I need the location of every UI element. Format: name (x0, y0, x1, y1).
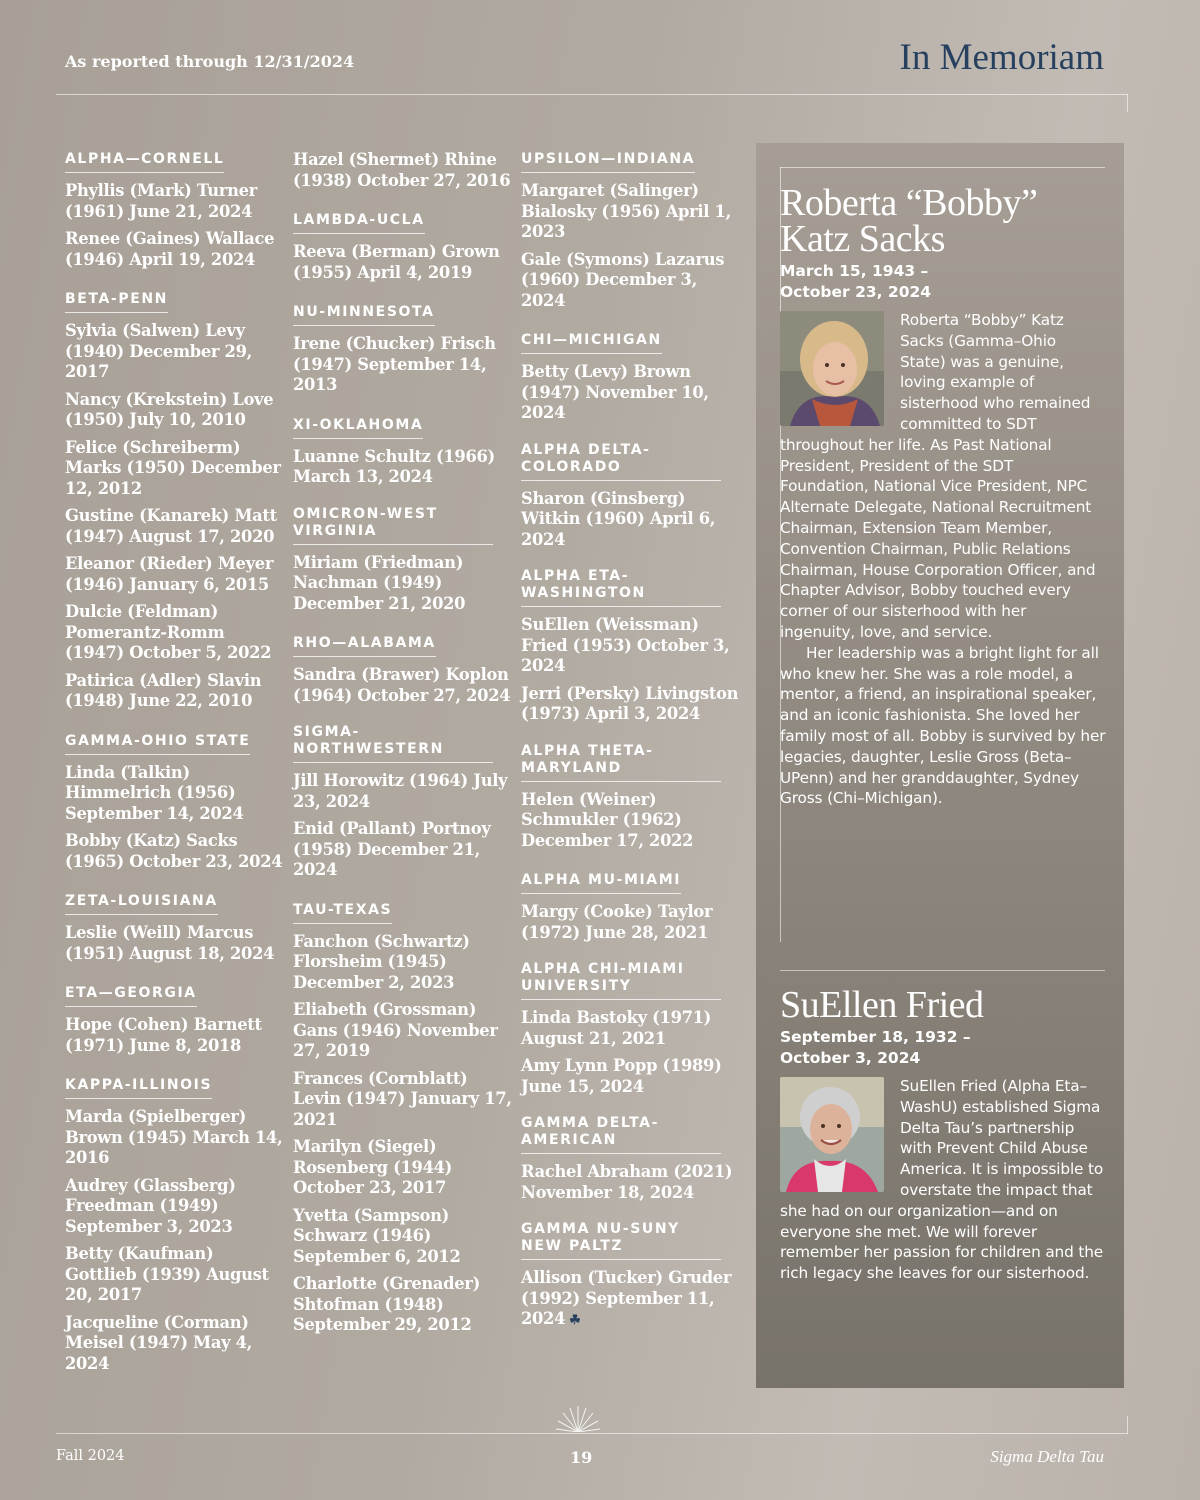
header-rule (56, 94, 1128, 95)
profile-name: SuEllen Fried (780, 984, 984, 1026)
memorial-entry-text: Marilyn (Siegel) Rosenberg (1944) October 23, 2017 (293, 1137, 453, 1197)
memorial-entry (521, 362, 741, 424)
chapter-heading: ZETA-LOUISIANA (65, 893, 218, 915)
memorial-entry-text: Gale (Symons) Lazarus (1960) December 3, 2024 (521, 249, 725, 310)
memorial-entry (521, 615, 741, 677)
chapter-section (521, 869, 741, 943)
chapter-section (65, 982, 285, 1056)
chapter-heading: ALPHA ETA-WASHINGTON (521, 568, 721, 607)
chapter-heading: SIGMA-NORTHWESTERN (293, 724, 493, 763)
memorial-entry-text: Enid (Pallant) Portnoy (1958) December 21, 2024 (293, 819, 491, 879)
memorial-entry-text: Linda (Talkin) Himmelrich (1956) September 14, 2024 (65, 762, 244, 823)
memorial-entry (293, 334, 513, 396)
memorial-entry (293, 1137, 513, 1199)
memorial-entry (65, 831, 285, 872)
chapter-heading: OMICRON-WEST VIRGINIA (293, 506, 493, 545)
memorial-entry-text: Irene (Chucker) Frisch (1947) September 14, 2013 (293, 334, 496, 394)
memorial-entry (65, 390, 285, 431)
memorial-entry-text: Luanne Schultz (1966) March 13, 2024 (293, 446, 495, 486)
memorial-entry-text: Yvetta (Sampson) Schwarz (1946) September 6, 2012 (293, 1205, 461, 1266)
profile-rule (780, 970, 1105, 971)
memorial-entry-text: SuEllen (Weissman) Fried (1953) October 3, 2024 (521, 615, 730, 675)
memorial-entry (293, 1069, 513, 1131)
memorial-entry (521, 1056, 741, 1097)
memorial-entry-text: Rachel Abraham (2021) November 18, 2024 (521, 1162, 733, 1202)
profile-bio-paragraph: Her leadership was a bright light for all who knew her. She was a role model, a mentor, a friend, an inspirational speaker, and an iconic fashionista. She loved her family most of all. Bobby is survived by her legacies, daughter, Leslie Gross (Beta–UPenn) and her granddaughter, Sydney Gross (Chi–Michigan). (780, 643, 1106, 808)
chapter-heading: ALPHA CHI-MIAMI UNIVERSITY (521, 961, 721, 1000)
memorial-entry-text: Fanchon (Schwartz) Florsheim (1945) December 2, 2023 (293, 931, 470, 992)
chapter-heading: BETA-PENN (65, 291, 168, 313)
chapter-heading: RHO—ALABAMA (293, 635, 436, 657)
chapter-heading: LAMBDA-UCLA (293, 212, 425, 234)
memorial-entry-text: Allison (Tucker) Gruder (1992) September 11, 2024 (521, 1268, 732, 1328)
memorial-entry (293, 150, 513, 191)
memorial-entry (521, 1268, 741, 1332)
memorial-entry-text: Sharon (Ginsberg) Witkin (1960) April 6, 2024 (521, 488, 716, 549)
chapter-section (521, 961, 741, 1097)
memorial-entry (521, 250, 741, 312)
memorial-entry (293, 665, 513, 706)
profile-bio-paragraph: SuEllen Fried (Alpha Eta–WashU) established Sigma Delta Tau’s partnership with Prevent Child Abuse America. It is impossible to overstate the impact that she had on our organization—and on everyone she met. We will forever remember her passion for children and the rich legacy she leaves for our sisterhood. (780, 1077, 1104, 1283)
chapter-heading: GAMMA NU-SUNY NEW PALTZ (521, 1221, 721, 1260)
chapter-heading: ALPHA DELTA-COLORADO (521, 442, 721, 481)
memorial-entry (293, 1000, 513, 1062)
chapter-heading: ALPHA—CORNELL (65, 151, 224, 173)
memorial-entry (65, 1244, 285, 1306)
memorial-entry-text: Hazel (Shermet) Rhine (1938) October 27, 2016 (293, 150, 511, 190)
footer-issue: Fall 2024 (56, 1448, 125, 1464)
chapter-section (65, 730, 285, 873)
chapter-section (65, 288, 285, 712)
footer-publication: Sigma Delta Tau (990, 1447, 1104, 1466)
chapter-section (521, 743, 741, 852)
portrait-photo-icon (780, 1077, 884, 1192)
memorial-entry (521, 790, 741, 852)
page-number: 19 (570, 1448, 593, 1467)
memorial-column-1 (65, 148, 285, 1392)
chapter-section (293, 209, 513, 283)
memorial-entry-text: Leslie (Weill) Marcus (1951) August 18, 2024 (65, 923, 275, 963)
memorial-entry-text: Margy (Cooke) Taylor (1972) June 28, 2021 (521, 902, 713, 942)
chapter-section (293, 506, 513, 615)
memorial-entry (521, 489, 741, 551)
memorial-entry (65, 321, 285, 383)
chapter-heading: KAPPA-ILLINOIS (65, 1077, 212, 1099)
profile-photo (780, 311, 884, 426)
memorial-entry-text: Charlotte (Grenader) Shtofman (1948) September 29, 2012 (293, 1274, 480, 1334)
memorial-entry-text: Helen (Weiner) Schmukler (1962) December 17, 2022 (521, 789, 694, 850)
memorial-entry-text: Phyllis (Mark) Turner (1961) June 21, 2024 (65, 181, 257, 221)
sunburst-icon (556, 1402, 600, 1432)
memorial-entry (293, 447, 513, 488)
chapter-section (293, 632, 513, 706)
memorial-entry (293, 242, 513, 283)
chapter-section (293, 414, 513, 488)
memorial-entry (65, 1176, 285, 1238)
memorial-column-3 (521, 148, 741, 1350)
page-header (0, 0, 1200, 100)
memorial-entry (293, 553, 513, 615)
section-title: In Memoriam (899, 37, 1104, 78)
memorial-entry (65, 1107, 285, 1169)
profile-name: Roberta “Bobby” Katz Sacks (780, 182, 1038, 260)
chapter-section (521, 568, 741, 725)
memorial-entry (65, 438, 285, 500)
chapter-heading: ALPHA MU-MIAMI (521, 872, 681, 894)
memorial-entry-text: Miriam (Friedman) Nachman (1949) December 21, 2020 (293, 552, 466, 613)
memorial-entry (521, 684, 741, 725)
portrait-photo-icon (780, 311, 884, 426)
chapter-section (293, 899, 513, 1336)
memorial-entry-text: Gustine (Kanarek) Matt (1947) August 17, 2020 (65, 506, 277, 546)
memorial-entry-text: Jerri (Persky) Livingston (1973) April 3, 2024 (521, 683, 739, 723)
memorial-entry-text: Jacqueline (Corman) Meisel (1947) May 4, 2024 (65, 1312, 253, 1373)
memorial-entry-text: Betty (Kaufman) Gottlieb (1939) August 20, 2017 (65, 1244, 269, 1304)
memorial-column-2 (293, 150, 513, 1354)
chapter-heading: ALPHA THETA-MARYLAND (521, 743, 721, 782)
memorial-entry (293, 771, 513, 812)
memorial-entry (65, 506, 285, 547)
footer-rule-tick (1127, 1416, 1128, 1434)
memorial-entry-text: Felice (Schreiberm) Marks (1950) December 12, 2012 (65, 437, 281, 498)
memorial-entry-text: Margaret (Salinger) Bialosky (1956) April 1, 2023 (521, 181, 731, 241)
memorial-entry (293, 819, 513, 881)
chapter-section (521, 1221, 741, 1332)
memorial-entry-text: Sandra (Brawer) Koplon (1964) October 27, 2024 (293, 665, 511, 705)
profile-suellen-fried (780, 984, 1106, 1284)
reported-date: As reported through 12/31/2024 (65, 52, 355, 71)
memorial-entry-text: Marda (Spielberger) Brown (1945) March 14, 2016 (65, 1107, 283, 1167)
memorial-entry-text: Linda Bastoky (1971) August 21, 2021 (521, 1008, 712, 1048)
memorial-entry-text: Amy Lynn Popp (1989) June 15, 2024 (521, 1056, 722, 1096)
memorial-entry (521, 1162, 741, 1203)
memorial-entry (293, 932, 513, 994)
memorial-entry (65, 763, 285, 825)
memorial-entry (521, 902, 741, 943)
chapter-heading: TAU-TEXAS (293, 902, 392, 924)
memorial-entry-text: Nancy (Krekstein) Love (1950) July 10, 2010 (65, 389, 274, 429)
memorial-entry-text: Frances (Cornblatt) Levin (1947) January 17, 2021 (293, 1068, 512, 1129)
chapter-heading: GAMMA-OHIO STATE (65, 733, 250, 755)
memorial-entry (65, 1313, 285, 1375)
chapter-section (293, 301, 513, 396)
memorial-entry-text: Bobby (Katz) Sacks (1965) October 23, 2024 (65, 831, 283, 871)
memorial-entry-text: Hope (Cohen) Barnett (1971) June 8, 2018 (65, 1015, 262, 1055)
memorial-entry (293, 1274, 513, 1336)
chapter-section (521, 1115, 741, 1203)
chapter-heading: ETA—GEORGIA (65, 985, 197, 1007)
memorial-entry-text: Patirica (Adler) Slavin (1948) June 22, 2010 (65, 670, 262, 710)
chapter-section (521, 148, 741, 311)
sdt-crest-icon: ☘ (569, 1313, 581, 1328)
memorial-entry-text: Eliabeth (Grossman) Gans (1946) November 27, 2019 (293, 1000, 498, 1060)
profile-photo (780, 1077, 884, 1192)
memorial-entry-text: Sylvia (Salwen) Levy (1940) December 29, 2017 (65, 321, 252, 381)
memorial-entry (521, 1008, 741, 1049)
chapter-heading: UPSILON—INDIANA (521, 151, 695, 173)
chapter-heading: CHI—MICHIGAN (521, 332, 662, 354)
memorial-entry (65, 1015, 285, 1056)
page-footer (0, 1400, 1200, 1500)
memorial-entry (65, 923, 285, 964)
memorial-entry (521, 181, 741, 243)
profile-rule (780, 167, 1105, 168)
chapter-section (65, 1074, 285, 1374)
chapter-section (65, 890, 285, 964)
memorial-entry (65, 671, 285, 712)
memorial-entry-text: Dulcie (Feldman) Pomerantz-Romm (1947) October 5, 2022 (65, 602, 272, 662)
memorial-entry (65, 602, 285, 664)
chapter-section (293, 724, 513, 881)
chapter-heading: GAMMA DELTA-AMERICAN (521, 1115, 721, 1154)
header-rule-tick (1127, 94, 1128, 112)
memorial-entry-text: Eleanor (Rieder) Meyer (1946) January 6, 2015 (65, 554, 274, 594)
memorial-entry-text: Reeva (Berman) Grown (1955) April 4, 2019 (293, 242, 500, 282)
profile-dates: September 18, 1932 – October 3, 2024 (780, 1028, 971, 1067)
memorial-entry (293, 1206, 513, 1268)
chapter-section (65, 148, 285, 270)
chapter-section (293, 150, 513, 191)
memorial-entry-text: Renee (Gaines) Wallace (1946) April 19, 2024 (65, 229, 275, 269)
chapter-section (521, 329, 741, 424)
memorial-entry-text: Jill Horowitz (1964) July 23, 2024 (293, 771, 508, 811)
profile-bio-paragraph: Roberta “Bobby” Katz Sacks (Gamma–Ohio State) was a genuine, loving example of sisterhood who remained committed to SDT throughout her life. As Past National President, President of the SDT Foundation, National Vice President, NPC Alternate Delegate, National Recruitment Chairman, Extension Team Member, Convention Chairman, Public Relations Chairman, House Corporation Officer, and Chapter Advisor, Bobby touched every corner of our sisterhood with her ingenuity, love, and service. (780, 311, 1096, 641)
tribute-sidebar (756, 143, 1124, 1388)
chapter-heading: XI-OKLAHOMA (293, 417, 423, 439)
memorial-entry-text: Betty (Levy) Brown (1947) November 10, 2024 (521, 362, 709, 422)
profile-dates: March 15, 1943 – October 23, 2024 (780, 262, 932, 301)
chapter-section (521, 442, 741, 551)
memorial-entry (65, 554, 285, 595)
footer-rule (56, 1433, 1128, 1434)
memorial-entry-text: Audrey (Glassberg) Freedman (1949) September 3, 2023 (65, 1175, 236, 1236)
memorial-entry (65, 181, 285, 222)
chapter-heading: NU-MINNESOTA (293, 304, 435, 326)
profile-roberta-sacks (780, 182, 1106, 809)
memorial-entry (65, 229, 285, 270)
